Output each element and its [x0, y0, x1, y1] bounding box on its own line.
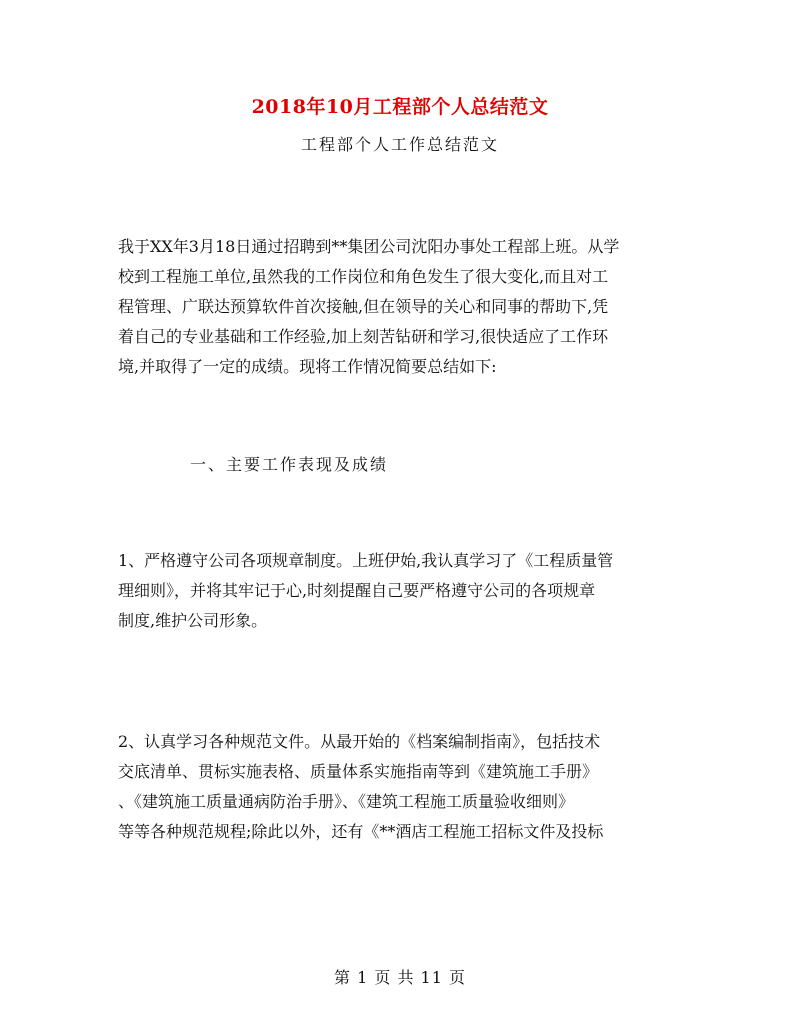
intro-line: 境,并取得了一定的成绩。现将工作情况简要总结如下:	[118, 357, 497, 376]
item-1-line: 1、严格遵守公司各项规章制度。上班伊始,我认真学习了《工程质量管	[118, 551, 614, 570]
item-2-line: 2、认真学习各种规范文件。从最开始的《档案编制指南》，包括技术	[118, 732, 601, 751]
item-2-paragraph	[118, 727, 686, 847]
document-title: 2018年10月工程部个人总结范文	[251, 96, 549, 118]
intro-line: 程管理、广联达预算软件首次接触,但在领导的关心和同事的帮助下,凭	[118, 297, 609, 316]
item-2-line: 交底清单、贯标实施表格、质量体系实施指南等到《建筑施工手册》	[118, 762, 599, 781]
intro-paragraph	[118, 232, 686, 382]
item-2-line: 、《建筑施工质量通病防治手册》、《建筑工程施工质量验收细则》	[118, 792, 575, 811]
intro-line: 我于XX年3月18日通过招聘到**集团公司沈阳办事处工程部上班。从学	[118, 237, 620, 256]
intro-line: 校到工程施工单位,虽然我的工作岗位和角色发生了很大变化,而且对工	[118, 267, 609, 286]
document-subtitle: 工程部个人工作总结范文	[300, 135, 499, 154]
item-1-paragraph	[118, 546, 686, 636]
intro-line: 着自己的专业基础和工作经验,加上刻苦钻研和学习,很快适应了工作环	[118, 327, 609, 346]
item-2-line: 等等各种规范规程;除此以外，还有《**酒店工程施工招标文件及投标	[118, 822, 604, 841]
section-heading: 一、主要工作表现及成绩	[190, 455, 389, 474]
page-footer: 第 1 页 共 11 页	[334, 968, 466, 987]
item-1-line: 制度,维护公司形象。	[118, 611, 268, 630]
item-1-line: 理细则》，并将其牢记于心,时刻提醒自己要严格遵守公司的各项规章	[118, 581, 596, 600]
